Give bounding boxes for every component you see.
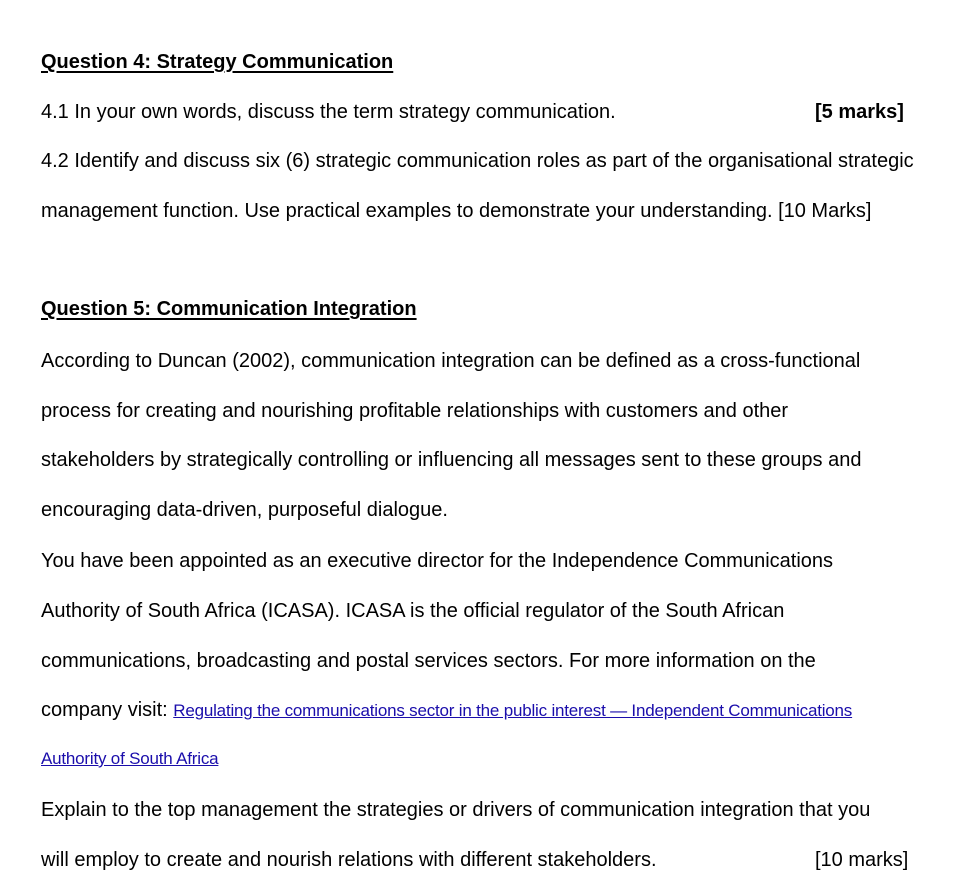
q5-task-line-2: will employ to create and nourish relations with different stakeholders. [41,849,657,871]
q5-paragraph-2-line-1: You have been appointed as an executive director for the Independence Communications [41,550,834,572]
icasa-link-part-2[interactable]: Authority of South Africa [41,749,219,768]
q5-paragraph-2-line-2: Authority of South Africa (ICASA). ICASA is the official regulator of the South African [41,600,785,622]
q5-task-marks: [10 marks] [815,849,909,871]
q5-paragraph-1-line-4: encouraging data-driven, purposeful dialogue. [41,499,448,521]
question-4-1-text: 4.1 In your own words, discuss the term strategy communication. [41,101,616,123]
icasa-link-part-1[interactable]: Regulating the communications sector in the public interest — Independent Communications [173,701,853,720]
question-5-heading: Question 5: Communication Integration [41,298,417,320]
q5-paragraph-1-line-3: stakeholders by strategically controlling or influencing all messages sent to these groups and [41,449,862,471]
q5-paragraph-2-line-3: communications, broadcasting and postal services sectors. For more information on the [41,650,816,672]
question-4-2-line-1: 4.2 Identify and discuss six (6) strategic communication roles as part of the organisational strategic [41,150,914,172]
question-4-1-marks: [5 marks] [815,101,904,123]
q5-task-line-1: Explain to the top management the strategies or drivers of communication integration that you [41,799,871,821]
company-visit-label: company visit: [41,699,174,721]
q5-paragraph-1-line-2: process for creating and nourishing profitable relationships with customers and other [41,400,789,422]
question-4-heading: Question 4: Strategy Communication [41,51,394,73]
company-link-line-2 [41,747,218,772]
question-4-2-line-2: management function. Use practical examples to demonstrate your understanding. [10 Marks] [41,200,872,222]
company-visit-line [41,698,852,724]
q5-paragraph-1-line-1: According to Duncan (2002), communication integration can be defined as a cross-functional [41,350,861,372]
